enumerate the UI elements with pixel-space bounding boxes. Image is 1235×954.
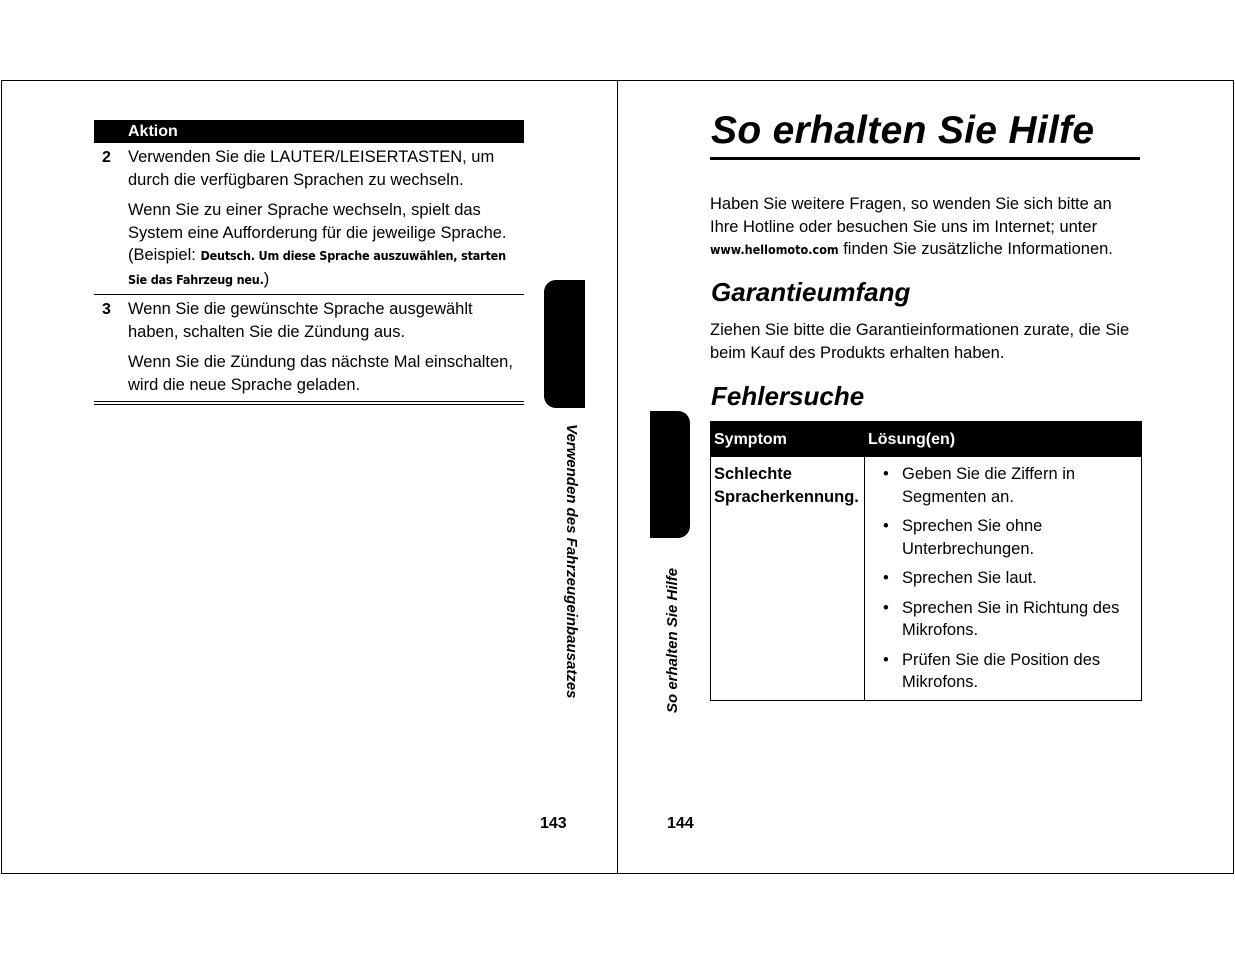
column-header-solutions: Lösung(en) xyxy=(868,431,956,448)
page-divider xyxy=(617,80,618,874)
bullet-icon: • xyxy=(883,465,889,483)
action-table xyxy=(94,120,524,405)
row-2-text-1: Verwenden Sie die LAUTER/LEISERTASTEN, um durch die verfügbaren Sprachen zu wechseln. xyxy=(128,148,495,189)
page-number-right: 144 xyxy=(667,815,694,832)
row-3-text-1: Wenn Sie die gewünschte Sprache ausgewählt haben, schalten Sie die Zündung aus. xyxy=(128,300,473,341)
bullet-icon: • xyxy=(883,650,889,669)
table-end-rule xyxy=(94,401,524,405)
page-number-left: 143 xyxy=(540,815,567,832)
list-item: • Geben Sie die Ziffern in Segmenten an. xyxy=(883,465,1076,506)
row-number: 2 xyxy=(102,149,111,166)
intro-paragraph: Haben Sie weitere Fragen, so wenden Sie sich bitte an Ihre Hotline oder besuchen Sie uns im Internet; unter www.hellomoto.com finden Sie zusätzliche Informationen. xyxy=(710,195,1113,258)
action-row-2 xyxy=(94,143,524,294)
column-header-symptom: Symptom xyxy=(714,431,787,448)
bullet-icon: • xyxy=(883,598,889,617)
action-row-3 xyxy=(94,295,524,399)
title-rule xyxy=(710,157,1140,160)
solutions-list xyxy=(881,463,1136,701)
chapter-tab-left xyxy=(544,280,585,408)
list-item: • Sprechen Sie laut. xyxy=(881,567,1136,590)
column-divider xyxy=(864,457,865,700)
row-3-text-2: Wenn Sie die Zündung das nächste Mal einschalten, wird die neue Sprache geladen. xyxy=(128,353,513,394)
warranty-paragraph: Ziehen Sie bitte die Garantieinformationen zurate, die Sie beim Kauf des Produkts erhalten haben. xyxy=(710,321,1130,362)
voice-prompt-example: Deutsch. Um diese Sprache auszuwählen, starten Sie das Fahrzeug neu. xyxy=(128,248,506,287)
troubleshooting-table xyxy=(710,421,1142,701)
list-item: • Sprechen Sie ohne Unterbrechungen. xyxy=(883,517,1043,558)
section-heading-troubleshooting: Fehlersuche xyxy=(711,381,865,411)
page-title: So erhalten Sie Hilfe xyxy=(711,109,1095,152)
bullet-icon: • xyxy=(883,569,889,587)
action-table-header: Aktion xyxy=(94,120,524,143)
chapter-tab-right xyxy=(650,411,690,538)
troubleshooting-table-header xyxy=(711,422,1141,457)
bullet-icon: • xyxy=(883,517,889,535)
list-item: • Prüfen Sie die Position des Mikrofons. xyxy=(883,650,1101,691)
row-number: 3 xyxy=(102,301,111,318)
row-2-text-2: Wenn Sie zu einer Sprache wechseln, spielt das System eine Aufforderung für die jeweilige Sprache. (Beispiel: Deutsch. Um diese Sprache auszuwählen, starten Sie das Fahrzeug neu.) xyxy=(128,201,507,288)
symptom-cell: Schlechte Spracherkennung. xyxy=(714,465,859,506)
list-item: • Sprechen Sie in Richtung des Mikrofons. xyxy=(883,598,1120,639)
side-label-left: Verwenden des Fahrzeugeinbausatzes xyxy=(563,424,580,699)
section-heading-warranty: Garantieumfang xyxy=(711,277,911,307)
side-label-right: So erhalten Sie Hilfe xyxy=(664,567,681,713)
website-link[interactable]: www.hellomoto.com xyxy=(710,242,839,257)
table-row xyxy=(711,457,1141,700)
